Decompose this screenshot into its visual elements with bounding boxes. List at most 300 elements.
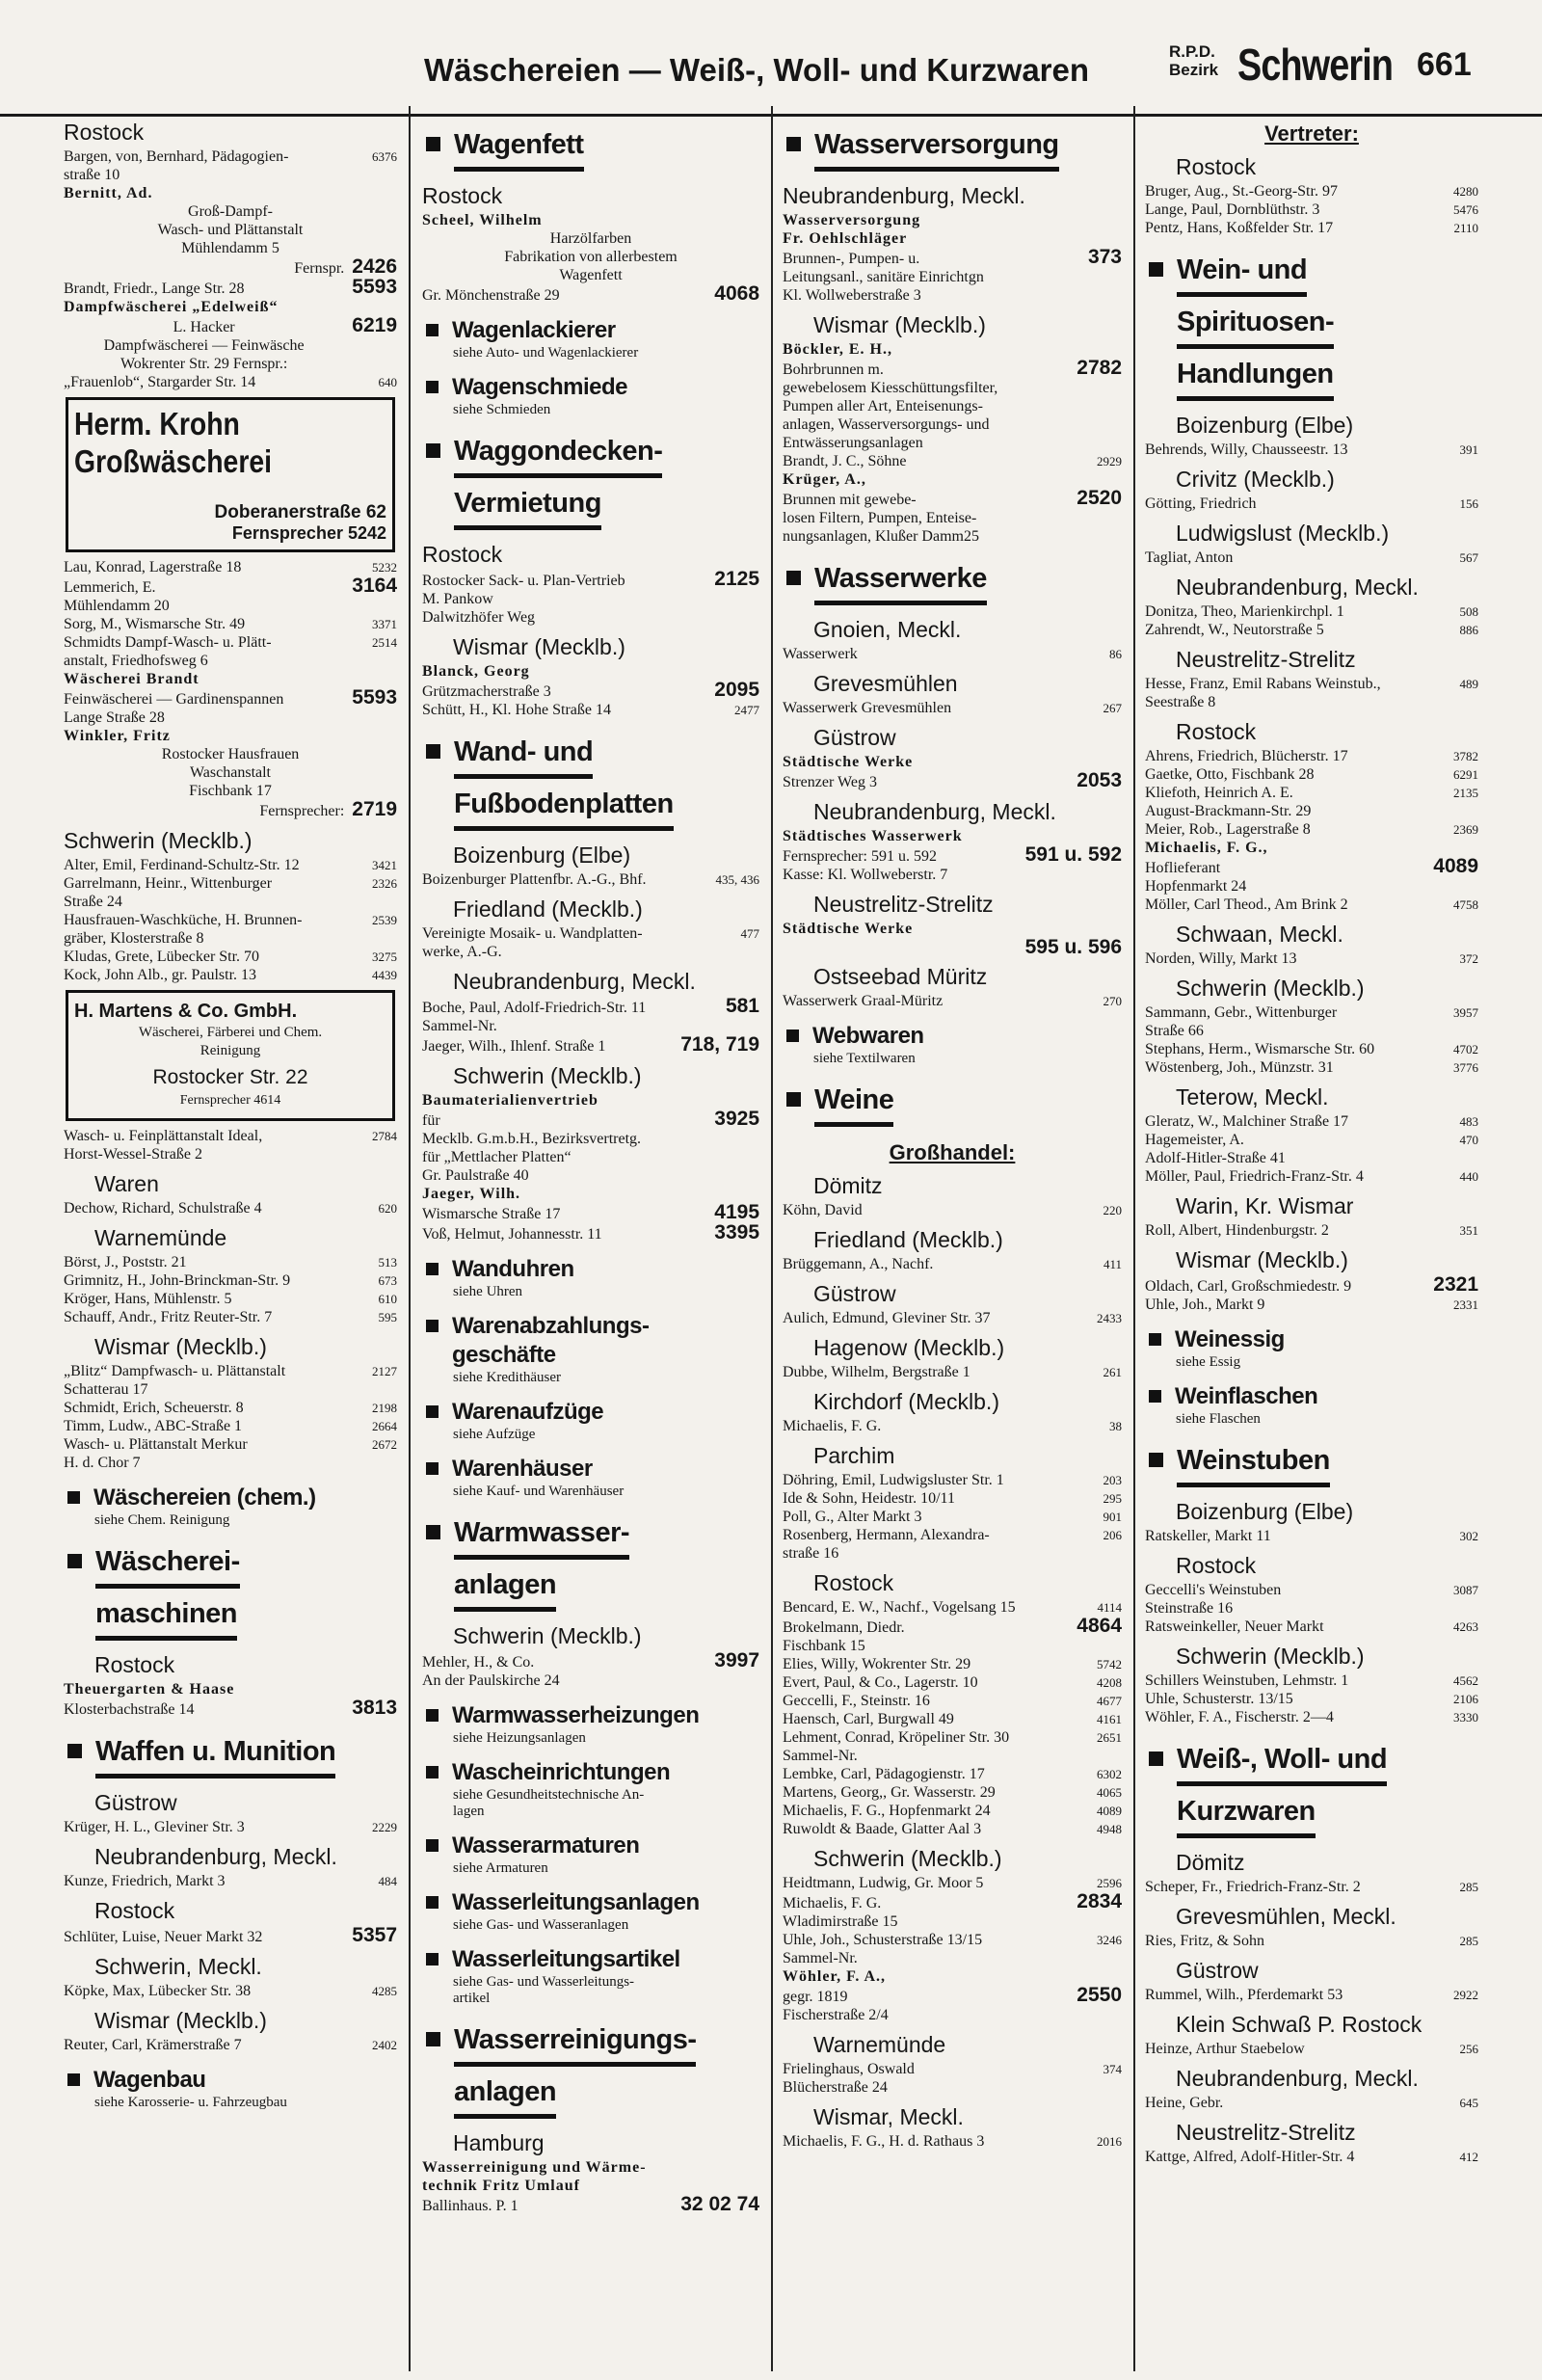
column-divider: [771, 106, 773, 2371]
entry-text: Garrelmann, Heinr., Wittenburger Straße 24: [64, 875, 273, 910]
entry-text: Vereinigte Mosaik- u. Wandplatten- werke, A.-G.: [422, 925, 643, 960]
entry-text: Behrends, Willy, Chausseestr. 13: [1145, 441, 1348, 458]
phone-number: 372: [1459, 951, 1478, 966]
city-heading: Klein Schwaß P. Rostock: [1176, 2012, 1422, 2037]
directory-entry: [1145, 765, 1478, 784]
column-1: [58, 104, 403, 2374]
entry-row: [783, 1255, 1122, 1273]
directory-entry: [783, 1765, 1122, 1783]
city-heading: Güstrow: [94, 1790, 177, 1815]
entry-row: [64, 2036, 397, 2054]
directory-entry: [64, 2036, 397, 2054]
category-title: Wagenschmiede: [452, 374, 627, 400]
entry-text: Geccelli, F., Steinstr. 16: [783, 1693, 930, 1709]
city-heading: Friedland (Mecklb.): [453, 896, 643, 922]
phone-number: 5593: [352, 686, 397, 709]
category-title: Weinflaschen: [1175, 1383, 1318, 1409]
entry-text: Wasch- u. Feinplättanstalt Ideal, Horst-Wessel-Straße 2: [64, 1128, 263, 1163]
category-title: Wagenbau: [93, 2067, 206, 2093]
category-bullet-icon: [67, 2073, 80, 2086]
entry-row: [1145, 1671, 1478, 1690]
entry-row: [1145, 896, 1478, 914]
phone-number: 2664: [372, 1419, 397, 1433]
entry-text: Bohrbrunnen m. gewebelosem Kiesschüttungsfilter, Pumpen aller Art, Enteisenungs- anlagen, Wasserversorgungs- und Entwässerungsanlagen: [783, 361, 998, 451]
phone-number: 412: [1459, 2150, 1478, 2164]
phone-number: 4864: [1077, 1615, 1122, 1637]
entry-row: [783, 1655, 1122, 1673]
category-heading-large: [422, 731, 759, 835]
directory-entry: [1145, 1878, 1478, 1896]
directory-entry: [64, 558, 397, 576]
directory-entry: [64, 948, 397, 966]
city-heading: Ostseebad Müritz: [813, 964, 988, 989]
phone-number: 6291: [1453, 767, 1478, 782]
phone-number: 3997: [714, 1649, 759, 1671]
directory-entry: [64, 1417, 397, 1435]
phone-number: 4263: [1453, 1619, 1478, 1634]
category-title-line: Kurzwaren: [1177, 1790, 1316, 1838]
ad-phone: Fernsprecher 4614: [179, 1093, 281, 1108]
entry-row: [783, 1802, 1122, 1820]
directory-entry: [64, 1290, 397, 1308]
city-heading: Neubrandenburg, Meckl.: [453, 969, 696, 994]
category-title-line: anlagen: [454, 1564, 556, 1612]
directory-entry: [783, 470, 1122, 546]
category-title: Wäschereien (chem.): [93, 1484, 316, 1511]
entry-text: Ballinhaus. P. 1: [422, 2198, 518, 2214]
entry-row: [1145, 784, 1478, 820]
city-heading: Schwerin (Mecklb.): [1176, 1644, 1365, 1669]
category-bullet-icon: [426, 381, 439, 393]
entry-row: [64, 1290, 397, 1308]
category-heading-large: [783, 1079, 1122, 1131]
city-heading: Hagenow (Mecklb.): [813, 1335, 1005, 1360]
directory-entry: [422, 924, 759, 961]
directory-entry: [783, 699, 1122, 717]
entry-row: [1145, 1708, 1478, 1726]
phone-number: 4285: [372, 1984, 397, 1998]
phone-number: 261: [1103, 1365, 1122, 1379]
category-title-lines: [454, 430, 662, 534]
entry-name: Städtisches Wasserwerk: [783, 828, 963, 844]
entry-text: Fernspr.: [294, 260, 345, 277]
category-bullet-icon: [426, 744, 440, 759]
directory-entry: [1145, 1618, 1478, 1636]
directory-entry: [64, 1253, 397, 1271]
city-heading: Wismar (Mecklb.): [94, 1334, 267, 1359]
phone-number: 591 u. 592: [1024, 843, 1122, 866]
entry-row: [783, 1617, 1122, 1655]
entry-text: L. Hacker Dampfwäscherei — Feinwäsche Wokrenter Str. 29 Fernspr.:: [103, 319, 305, 372]
phone-number: 5232: [372, 560, 397, 575]
phone-number: 4195: [714, 1201, 759, 1223]
category-bullet-icon: [786, 1092, 801, 1107]
entry-text: Tagliat, Anton: [1145, 549, 1234, 566]
directory-entry: [783, 1508, 1122, 1526]
entry-row: [783, 2132, 1122, 2151]
phone-number: 2229: [372, 1820, 397, 1834]
entry-text: Lembke, Carl, Pädagogienstr. 17: [783, 1766, 985, 1782]
phone-number: 2127: [372, 1364, 397, 1378]
phone-number: 2135: [1453, 786, 1478, 800]
phone-number: 156: [1459, 496, 1478, 511]
phone-number: 3957: [1453, 1005, 1478, 1020]
entry-text: Fernsprecher: 591 u. 592 Kasse: Kl. Wollweberstr. 7: [783, 848, 948, 883]
city-heading: Grevesmühlen: [813, 671, 958, 696]
phone-number: 4114: [1097, 1600, 1122, 1615]
phone-number: 373: [1087, 246, 1122, 268]
city-heading: Schwerin (Mecklb.): [813, 1846, 1002, 1871]
entry-text: Kliefoth, Heinrich A. E. August-Brackmann-Str. 29: [1145, 785, 1312, 819]
category-title-lines: [1177, 249, 1334, 405]
directory-entry: [1145, 1581, 1478, 1618]
entry-text: Martens, Georg,, Gr. Wasserstr. 29: [783, 1784, 996, 1801]
directory-entry: [64, 373, 397, 391]
entry-row: [64, 576, 397, 615]
cross-reference: siehe Chem. Reinigung: [94, 1512, 230, 1528]
entry-row: [422, 1110, 759, 1185]
entry-text: Schütt, H., Kl. Hohe Straße 14: [422, 702, 611, 718]
directory-entry: [422, 701, 759, 719]
cross-reference: siehe Gesundheitstechnische An- lagen: [453, 1787, 645, 1819]
city-heading: Warnemünde: [94, 1225, 227, 1250]
entry-row: [64, 257, 397, 278]
directory-entry: [783, 1892, 1122, 1931]
category-title-line: Weine: [814, 1079, 893, 1127]
category-bullet-icon: [1149, 1390, 1161, 1403]
cross-reference: siehe Schmieden: [453, 402, 551, 417]
entry-text: Brunnen-, Pumpen- u. Leitungsanl., sanitäre Einrichtgn Kl. Wollweberstraße 3: [783, 251, 984, 304]
entry-row: [64, 1435, 397, 1472]
city-heading: Schwerin (Mecklb.): [453, 1623, 642, 1648]
entry-text: Norden, Willy, Markt 13: [1145, 950, 1297, 967]
ad-business-type: Wäscherei, Färberei und Chem. Reinigung: [138, 1025, 323, 1058]
city-heading: Wismar (Mecklb.): [94, 2008, 267, 2033]
category-heading-large: [783, 123, 1122, 175]
city-heading: Wismar (Mecklb.): [813, 312, 986, 337]
entry-row: [422, 2195, 759, 2215]
phone-number: 411: [1103, 1257, 1122, 1271]
entry-text: Sammann, Gebr., Wittenburger Straße 66: [1145, 1004, 1338, 1039]
directory-entry: [422, 870, 759, 889]
entry-row: [1145, 1040, 1478, 1058]
directory-entry: [1145, 182, 1478, 201]
directory-entry: [783, 1655, 1122, 1673]
category-bullet-icon: [426, 1525, 440, 1539]
phone-number: 5593: [352, 276, 397, 298]
category-bullet-icon: [426, 1405, 439, 1418]
entry-text: Mehler, H., & Co. An der Paulskirche 24: [422, 1654, 560, 1689]
phone-number: 374: [1103, 2062, 1122, 2076]
entry-row: [64, 1362, 397, 1399]
entry-name: Städtische Werke: [783, 921, 914, 937]
phone-number: 295: [1103, 1491, 1122, 1506]
city-heading: Rostock: [1176, 719, 1257, 744]
phone-number: 901: [1103, 1510, 1122, 1524]
phone-number: 718, 719: [680, 1033, 759, 1056]
phone-number: 620: [378, 1201, 397, 1216]
entry-row: [783, 489, 1122, 546]
entry-text: Köpke, Max, Lübecker Str. 38: [64, 1983, 252, 1999]
entry-text: Donitza, Theo, Marienkirchpl. 1: [1145, 603, 1344, 620]
category-bullet-icon: [1149, 1333, 1161, 1346]
entry-row: [422, 1223, 759, 1243]
directory-entry: [1145, 675, 1478, 711]
phone-number: 3330: [1453, 1710, 1478, 1725]
entry-row: [783, 1471, 1122, 1489]
entry-text: Michaelis, F. G.: [783, 1418, 882, 1434]
category-title-line: Fußbodenplatten: [454, 783, 674, 831]
category-title: Warenhäuser: [452, 1456, 593, 1482]
category-bullet-icon: [426, 137, 440, 151]
entry-row: [783, 2060, 1122, 2097]
entry-name: Dampfwäscherei „Edelweiß“: [64, 299, 279, 315]
category-heading: [422, 1455, 759, 1484]
category-heading-large: [422, 430, 759, 534]
entry-row: [783, 1986, 1122, 2024]
phone-number: 4065: [1097, 1785, 1122, 1800]
phone-number: 220: [1103, 1203, 1122, 1217]
cross-reference: siehe Heizungsanlagen: [453, 1730, 586, 1746]
entry-row: [64, 1253, 397, 1271]
entry-row: [64, 202, 397, 257]
phone-number: 4068: [714, 282, 759, 305]
phone-number: 470: [1459, 1133, 1478, 1147]
phone-number: 203: [1103, 1473, 1122, 1487]
entry-text: Michaelis, F. G. Wladimirstraße 15: [783, 1895, 898, 1930]
category-title-line: anlagen: [454, 2071, 556, 2119]
directory-entry: [64, 874, 397, 911]
entry-text: Michaelis, F. G., H. d. Rathaus 3: [783, 2133, 985, 2150]
phone-number: 2520: [1077, 487, 1122, 509]
category-title-line: Spirituosen-: [1177, 301, 1334, 349]
cross-reference: siehe Flaschen: [1176, 1411, 1261, 1427]
phone-number: 435, 436: [715, 872, 759, 887]
city-heading: Neubrandenburg, Meckl.: [1176, 575, 1419, 600]
directory-entry: [1145, 747, 1478, 765]
category-bullet-icon: [426, 324, 439, 336]
phone-number: 2106: [1453, 1692, 1478, 1706]
entry-text: Uhle, Schusterstr. 13/15: [1145, 1691, 1293, 1707]
entry-row: [1145, 1058, 1478, 1077]
category-title-line: Wand- und: [454, 731, 593, 779]
directory-entry: [64, 1127, 397, 1163]
city-heading: Wismar (Mecklb.): [1176, 1247, 1348, 1272]
phone-number: 3087: [1453, 1583, 1478, 1597]
advertisement-box: [66, 397, 395, 552]
entry-text: Ries, Fritz, & Sohn: [1145, 1933, 1265, 1949]
cross-reference: siehe Gas- und Wasserleitungs- artikel: [453, 1974, 635, 2006]
entry-text: Hesse, Franz, Emil Rabans Weinstub., Seestraße 8: [1145, 676, 1381, 710]
entry-row: [1145, 2094, 1478, 2112]
phone-number: 2402: [372, 2038, 397, 2052]
entry-row: [783, 248, 1122, 305]
category-bullet-icon: [426, 1263, 439, 1275]
directory-entry: [1145, 1296, 1478, 1314]
entry-row: [64, 856, 397, 874]
phone-number: 2331: [1453, 1297, 1478, 1312]
entry-name: Blanck, Georg: [422, 663, 530, 680]
directory-entry: [64, 1271, 397, 1290]
entry-text: Kunze, Friedrich, Markt 3: [64, 1873, 226, 1889]
entry-text: Oldach, Carl, Großschmiedestr. 9: [1145, 1278, 1352, 1295]
entry-text: Heidtmann, Ludwig, Gr. Moor 5: [783, 1875, 984, 1891]
city-heading: Warnemünde: [813, 2032, 946, 2057]
phone-number: 5742: [1097, 1657, 1122, 1671]
phone-number: 3925: [714, 1108, 759, 1130]
directory-entry: [783, 645, 1122, 663]
entry-text: Voß, Helmut, Johannesstr. 11: [422, 1226, 602, 1243]
column-divider: [1133, 106, 1135, 2371]
city-heading: Wismar, Meckl.: [813, 2104, 964, 2129]
entry-row: [422, 570, 759, 627]
phone-number: 4089: [1433, 855, 1478, 877]
entry-row: [64, 316, 397, 373]
entry-name: Bernitt, Ad.: [64, 185, 153, 201]
entry-text: Möller, Paul, Friedrich-Franz-Str. 4: [1145, 1168, 1364, 1185]
city-heading: Neubrandenburg, Meckl.: [1176, 2066, 1419, 2091]
entry-text: Boche, Paul, Adolf-Friedrich-Str. 11 Sammel-Nr.: [422, 1000, 647, 1034]
entry-text: Bargen, von, Bernhard, Pädagogien- straße 10: [64, 148, 289, 183]
entry-row: [422, 1651, 759, 1690]
entry-row: [783, 359, 1122, 452]
advertisement-box: [66, 990, 395, 1121]
phone-number: 285: [1459, 1934, 1478, 1948]
category-title-lines: [814, 557, 987, 609]
city-heading: Dömitz: [1176, 1850, 1245, 1875]
entry-text: Scheper, Fr., Friedrich-Franz-Str. 2: [1145, 1879, 1361, 1895]
category-heading-large: [1145, 1439, 1478, 1491]
phone-number: 2477: [734, 703, 759, 717]
directory-entry: [783, 2132, 1122, 2151]
directory-entry: [1145, 1708, 1478, 1726]
phone-number: 567: [1459, 550, 1478, 565]
entry-row: [783, 1417, 1122, 1435]
entry-row: [64, 147, 397, 184]
category-bullet-icon: [426, 1766, 439, 1778]
category-title-line: Wasserwerke: [814, 557, 987, 605]
entry-name: Böckler, E. H.,: [783, 341, 892, 358]
entry-text: Gaetke, Otto, Fischbank 28: [1145, 766, 1315, 783]
entry-row: [1145, 602, 1478, 621]
category-bullet-icon: [67, 1554, 82, 1568]
phone-number: 267: [1103, 701, 1122, 715]
directory-entry: [783, 1802, 1122, 1820]
directory-entry: [1145, 2148, 1478, 2166]
entry-row: [783, 1201, 1122, 1219]
entry-text: Harzölfarben Fabrikation von allerbestem Wagenfett: [504, 230, 678, 283]
city-heading: Parchim: [813, 1443, 895, 1468]
category-bullet-icon: [426, 1839, 439, 1852]
entry-text: Frielinghaus, Oswald Blücherstraße 24: [783, 2061, 915, 2096]
category-heading: [422, 1888, 759, 1917]
entry-row: [1145, 2040, 1478, 2058]
phone-number: 3371: [372, 617, 397, 631]
phone-number: 2326: [372, 876, 397, 891]
entry-text: Zahrendt, W., Neutorstraße 5: [1145, 622, 1324, 638]
phone-number: 3813: [352, 1697, 397, 1719]
entry-name: Baumaterialienvertrieb: [422, 1092, 598, 1109]
phone-number: 483: [1459, 1114, 1478, 1129]
phone-number: 2016: [1097, 2134, 1122, 2149]
category-bullet-icon: [67, 1491, 80, 1504]
entry-name: Wasserreinigung und Wärme- technik Fritz Umlauf: [422, 2159, 647, 2194]
entry-text: Wöhler, F. A., Fischerstr. 2—4: [1145, 1709, 1334, 1725]
category-title-lines: [95, 1540, 240, 1645]
entry-row: [783, 452, 1122, 470]
city-heading: Neustrelitz-Strelitz: [813, 892, 994, 917]
entry-text: Brüggemann, A., Nachf.: [783, 1256, 934, 1272]
category-title-line: Wagenfett: [454, 123, 584, 172]
entry-row: [64, 948, 397, 966]
category-bullet-icon: [786, 1030, 799, 1042]
phone-number: 3164: [352, 575, 397, 597]
phone-number: 886: [1459, 623, 1478, 637]
directory-entry: [64, 1199, 397, 1217]
phone-number: 3782: [1453, 749, 1478, 763]
phone-number: 2198: [372, 1401, 397, 1415]
category-title-lines: [95, 1730, 335, 1782]
entry-text: Brokelmann, Diedr. Fischbank 15: [783, 1619, 905, 1654]
city-heading: Schwerin (Mecklb.): [64, 828, 253, 853]
category-title-lines: [454, 1511, 629, 1616]
phone-number: 2672: [372, 1437, 397, 1452]
phone-number: 2596: [1097, 1876, 1122, 1890]
directory-entry: [1145, 219, 1478, 237]
entry-name: Winkler, Fritz: [64, 728, 171, 744]
city-heading: Rostock: [422, 183, 503, 208]
category-heading: [1145, 1382, 1478, 1411]
cross-reference: siehe Auto- und Wagenlackierer: [453, 345, 639, 361]
directory-entry: [64, 856, 397, 874]
city-heading: Friedland (Mecklb.): [813, 1227, 1003, 1252]
entry-text: Feinwäscherei — Gardinenspannen Lange Straße 28: [64, 691, 284, 726]
directory-entry: [1145, 1112, 1478, 1131]
entry-text: Kludas, Grete, Lübecker Str. 70: [64, 949, 260, 965]
directory-entry: [64, 615, 397, 633]
entry-text: Brandt, J. C., Söhne: [783, 453, 907, 469]
entry-name: Michaelis, F. G.,: [1145, 840, 1268, 856]
entry-text: Lange, Paul, Dornblüthstr. 3: [1145, 201, 1320, 218]
entry-text: Grimnitz, H., John-Brinckman-Str. 9: [64, 1272, 291, 1289]
entry-row: [64, 800, 397, 820]
entry-row: [64, 688, 397, 727]
city-heading: Grevesmühlen, Meckl.: [1176, 1904, 1396, 1929]
directory-entry: [1145, 1527, 1478, 1545]
phone-number: 4089: [1097, 1804, 1122, 1818]
entry-row: [64, 558, 397, 576]
entry-name: Wasserversorgung Fr. Oehlschläger: [783, 212, 921, 247]
phone-number: 513: [378, 1255, 397, 1270]
entry-text: Börst, J., Poststr. 21: [64, 1254, 187, 1270]
city-heading: Neustrelitz-Strelitz: [1176, 2120, 1356, 2145]
category-title: Warmwasserheizungen: [452, 1702, 700, 1728]
category-heading-large: [422, 2019, 759, 2123]
category-bullet-icon: [1149, 262, 1163, 277]
phone-number: 6219: [352, 314, 397, 336]
directory-entry: [1145, 1003, 1478, 1040]
entry-row: [64, 615, 397, 633]
city-heading: Wismar (Mecklb.): [453, 634, 625, 659]
directory-entry: [64, 1308, 397, 1326]
directory-entry: [783, 1967, 1122, 2024]
entry-row: [1145, 1932, 1478, 1950]
entry-text: Wasserwerk Grevesmühlen: [783, 700, 952, 716]
directory-entry: [783, 1710, 1122, 1728]
entry-row: [64, 1818, 397, 1836]
entry-text: Lehment, Conrad, Kröpeliner Str. 30 Sammel-Nr.: [783, 1729, 1010, 1764]
category-heading-large: [1145, 249, 1478, 405]
